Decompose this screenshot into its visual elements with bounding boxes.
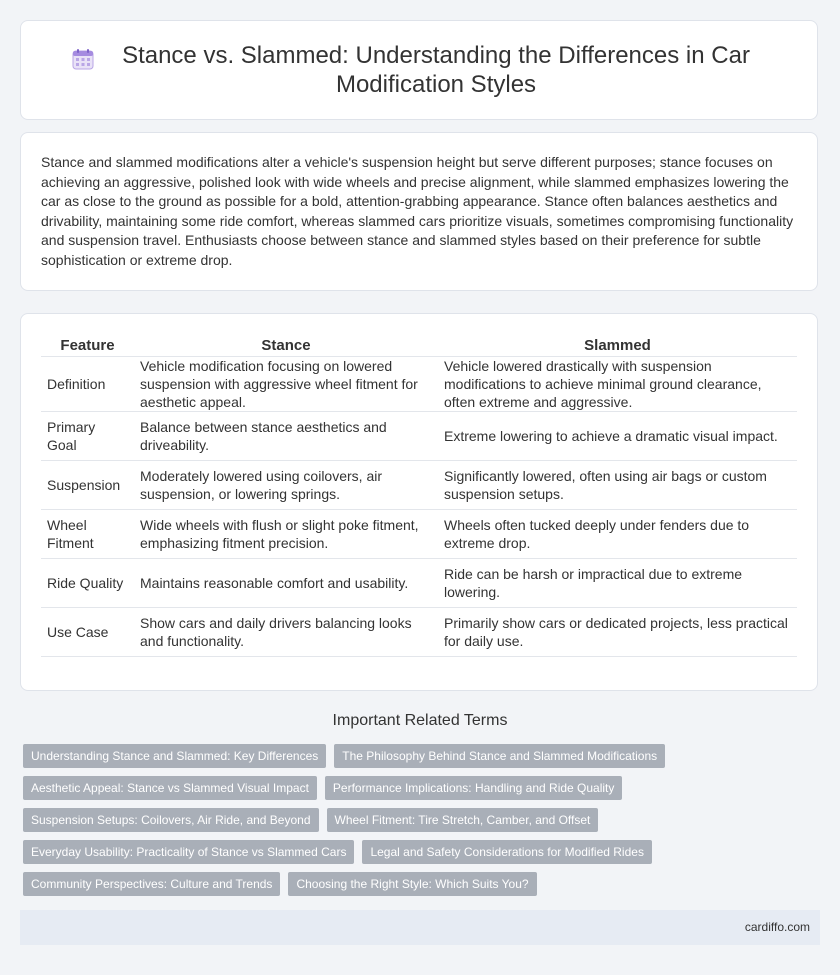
related-term-tag[interactable]: Choosing the Right Style: Which Suits You? xyxy=(288,872,536,896)
related-term-tag[interactable]: Legal and Safety Considerations for Modified Rides xyxy=(362,840,652,864)
stance-cell: Balance between stance aesthetics and driveability. xyxy=(134,412,438,461)
footer xyxy=(20,910,820,945)
table-row xyxy=(41,461,797,510)
tag-row xyxy=(23,840,803,864)
table-row xyxy=(41,608,797,657)
slammed-cell: Primarily show cars or dedicated projects, less practical for daily use. xyxy=(438,608,797,657)
stance-cell: Maintains reasonable comfort and usability. xyxy=(134,559,438,608)
related-term-tag[interactable]: Understanding Stance and Slammed: Key Differences xyxy=(23,744,326,768)
intro-card xyxy=(20,132,818,291)
header-slammed: Slammed xyxy=(438,333,797,357)
tag-row xyxy=(23,744,803,768)
related-term-tag[interactable]: Everyday Usability: Practicality of Stance vs Slammed Cars xyxy=(23,840,354,864)
header-stance: Stance xyxy=(134,333,438,357)
table-row xyxy=(41,510,797,559)
feature-cell: Suspension xyxy=(41,461,134,510)
related-term-tag[interactable]: Wheel Fitment: Tire Stretch, Camber, and Offset xyxy=(327,808,599,832)
stance-cell: Moderately lowered using coilovers, air suspension, or lowering springs. xyxy=(134,461,438,510)
feature-cell: Primary Goal xyxy=(41,412,134,461)
feature-cell: Definition xyxy=(41,357,134,412)
slammed-cell: Vehicle lowered drastically with suspension modifications to achieve minimal ground clearance, often extreme and aggressive. xyxy=(438,357,797,412)
slammed-cell: Extreme lowering to achieve a dramatic visual impact. xyxy=(438,412,797,461)
intro-paragraph: Stance and slammed modifications alter a vehicle's suspension height but serve different purposes; stance focuses on achieving an aggressive, polished look with wide wheels and precise alignment, while slammed emphasizes lowering the car as close to the ground as possible for a bold, attention-grabbing appearance. Stance often balances aesthetics and drivability, maintaining some ride comfort, whereas slammed cars prioritize visuals, sometimes compromising functionality and suspension travel. Enthusiasts choose between stance and slammed styles based on their preference for subtle sophistication or extreme drop. xyxy=(41,154,794,268)
stance-cell: Show cars and daily drivers balancing looks and functionality. xyxy=(134,608,438,657)
feature-cell: Ride Quality xyxy=(41,559,134,608)
tag-row xyxy=(23,776,803,800)
calendar-icon xyxy=(72,48,94,70)
comparison-table xyxy=(41,333,797,657)
tag-row xyxy=(23,872,803,896)
table-row xyxy=(41,559,797,608)
title-card xyxy=(20,20,818,120)
slammed-cell: Ride can be harsh or impractical due to extreme lowering. xyxy=(438,559,797,608)
title-wrap xyxy=(21,41,817,99)
related-term-tag[interactable]: Community Perspectives: Culture and Trends xyxy=(23,872,280,896)
feature-cell: Use Case xyxy=(41,608,134,657)
table-row xyxy=(41,412,797,461)
related-terms-title: Important Related Terms xyxy=(332,712,508,729)
related-term-tag[interactable]: Performance Implications: Handling and Ride Quality xyxy=(325,776,622,800)
table-header-row xyxy=(41,333,797,357)
comparison-card xyxy=(20,313,818,691)
related-term-tag[interactable]: The Philosophy Behind Stance and Slammed Modifications xyxy=(334,744,665,768)
stance-cell: Wide wheels with flush or slight poke fitment, emphasizing fitment precision. xyxy=(134,510,438,559)
feature-cell: Wheel Fitment xyxy=(41,510,134,559)
stance-cell: Vehicle modification focusing on lowered suspension with aggressive wheel fitment for aesthetic appeal. xyxy=(134,357,438,412)
slammed-cell: Significantly lowered, often using air bags or custom suspension setups. xyxy=(438,461,797,510)
tag-row xyxy=(23,808,803,832)
header-feature: Feature xyxy=(41,333,134,357)
related-term-tag[interactable]: Aesthetic Appeal: Stance vs Slammed Visual Impact xyxy=(23,776,317,800)
related-term-tag[interactable]: Suspension Setups: Coilovers, Air Ride, and Beyond xyxy=(23,808,319,832)
related-terms-list xyxy=(23,744,803,904)
slammed-cell: Wheels often tucked deeply under fenders due to extreme drop. xyxy=(438,510,797,559)
table-row xyxy=(41,357,797,412)
page-title: Stance vs. Slammed: Understanding the Differences in Car Modification Styles xyxy=(122,42,750,98)
footer-site-link[interactable]: cardiffo.com xyxy=(744,920,810,934)
